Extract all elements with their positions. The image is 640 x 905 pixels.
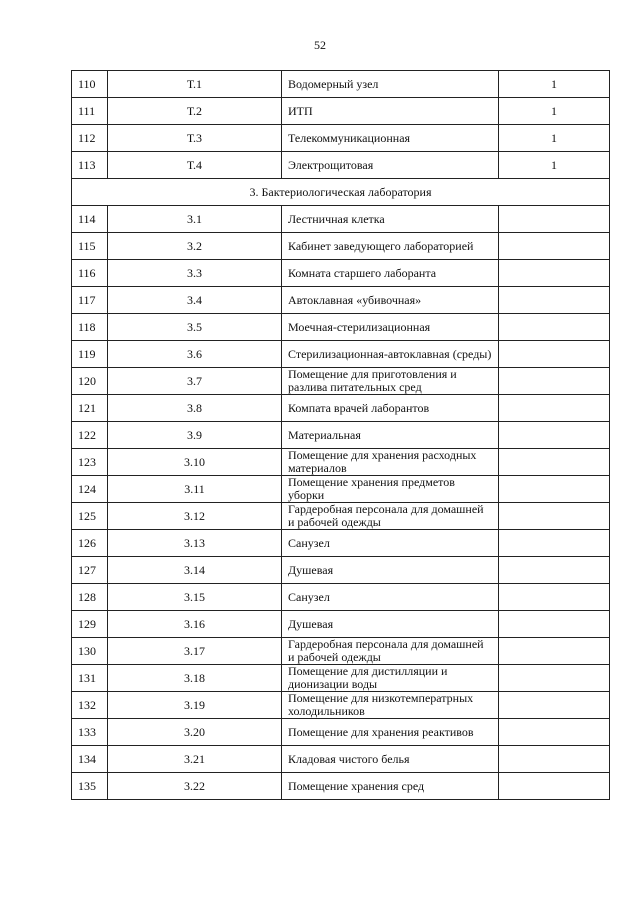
- row-number: 134: [72, 746, 108, 773]
- table-row: [72, 152, 610, 179]
- row-number: 118: [72, 314, 108, 341]
- table-row: [72, 314, 610, 341]
- row-number: 126: [72, 530, 108, 557]
- room-code: 3.22: [108, 773, 282, 800]
- room-name: Помещение хранения сред: [282, 773, 499, 800]
- room-code: 3.10: [108, 449, 282, 476]
- room-quantity: [499, 584, 610, 611]
- room-code: 3.19: [108, 692, 282, 719]
- table-row: [72, 503, 610, 530]
- table-row: [72, 395, 610, 422]
- table-row: [72, 719, 610, 746]
- room-quantity: [499, 314, 610, 341]
- table-row: [72, 368, 610, 395]
- table-row: [72, 125, 610, 152]
- table-row: [72, 638, 610, 665]
- table-row: [72, 611, 610, 638]
- room-code: 3.20: [108, 719, 282, 746]
- room-name: Гардеробная персонала для домашней и рабочей одежды: [282, 503, 499, 530]
- room-name: Компата врачей лаборантов: [282, 395, 499, 422]
- room-name: Кабинет заведующего лабораторией: [282, 233, 499, 260]
- table-row: [72, 71, 610, 98]
- room-quantity: [499, 341, 610, 368]
- row-number: 116: [72, 260, 108, 287]
- table-row: [72, 449, 610, 476]
- room-code: 3.13: [108, 530, 282, 557]
- room-quantity: [499, 260, 610, 287]
- room-code: 3.17: [108, 638, 282, 665]
- room-code: 3.6: [108, 341, 282, 368]
- room-code: 3.1: [108, 206, 282, 233]
- room-quantity: 1: [499, 152, 610, 179]
- room-code: 3.14: [108, 557, 282, 584]
- row-number: 129: [72, 611, 108, 638]
- row-number: 121: [72, 395, 108, 422]
- table-row: [72, 233, 610, 260]
- table-row: [72, 341, 610, 368]
- table-row: [72, 260, 610, 287]
- table-row: [72, 692, 610, 719]
- row-number: 128: [72, 584, 108, 611]
- room-quantity: 1: [499, 125, 610, 152]
- room-quantity: 1: [499, 98, 610, 125]
- table-row: [72, 665, 610, 692]
- row-number: 123: [72, 449, 108, 476]
- room-code: 3.16: [108, 611, 282, 638]
- room-quantity: [499, 287, 610, 314]
- table-row: [72, 476, 610, 503]
- table-row: [72, 584, 610, 611]
- room-quantity: [499, 530, 610, 557]
- room-name: Гардеробная персонала для домашней и рабочей одежды: [282, 638, 499, 665]
- room-quantity: [499, 206, 610, 233]
- row-number: 111: [72, 98, 108, 125]
- room-code: 3.18: [108, 665, 282, 692]
- room-quantity: [499, 368, 610, 395]
- room-name: Стерилизационная-автоклавная (среды): [282, 341, 499, 368]
- room-name: Помещение для низкотемператрных холодильников: [282, 692, 499, 719]
- room-name: Санузел: [282, 530, 499, 557]
- room-code: 3.7: [108, 368, 282, 395]
- table-row: [72, 98, 610, 125]
- row-number: 132: [72, 692, 108, 719]
- room-code: 3.15: [108, 584, 282, 611]
- row-number: 133: [72, 719, 108, 746]
- room-code: Т.3: [108, 125, 282, 152]
- room-name: Электрощитовая: [282, 152, 499, 179]
- room-quantity: [499, 476, 610, 503]
- row-number: 135: [72, 773, 108, 800]
- row-number: 119: [72, 341, 108, 368]
- room-quantity: [499, 665, 610, 692]
- room-code: 3.21: [108, 746, 282, 773]
- room-name: Комната старшего лаборанта: [282, 260, 499, 287]
- section-header-row: [72, 179, 610, 206]
- room-name: Помещение для хранения реактивов: [282, 719, 499, 746]
- rooms-table-body: [72, 71, 610, 800]
- room-name: Материальная: [282, 422, 499, 449]
- room-name: Кладовая чистого белья: [282, 746, 499, 773]
- room-quantity: [499, 638, 610, 665]
- room-quantity: [499, 395, 610, 422]
- row-number: 131: [72, 665, 108, 692]
- table-row: [72, 206, 610, 233]
- section-title: 3. Бактериологическая лаборатория: [72, 179, 610, 206]
- room-quantity: [499, 746, 610, 773]
- room-code: 3.11: [108, 476, 282, 503]
- room-name: Телекоммуникационная: [282, 125, 499, 152]
- room-name: Автоклавная «убивочная»: [282, 287, 499, 314]
- room-name: Моечная-стерилизационная: [282, 314, 499, 341]
- room-quantity: [499, 449, 610, 476]
- room-quantity: [499, 773, 610, 800]
- room-quantity: [499, 422, 610, 449]
- room-quantity: [499, 611, 610, 638]
- room-code: 3.8: [108, 395, 282, 422]
- row-number: 113: [72, 152, 108, 179]
- room-quantity: [499, 233, 610, 260]
- room-quantity: [499, 692, 610, 719]
- row-number: 130: [72, 638, 108, 665]
- table-row: [72, 746, 610, 773]
- row-number: 115: [72, 233, 108, 260]
- room-code: Т.4: [108, 152, 282, 179]
- room-quantity: [499, 719, 610, 746]
- room-code: 3.2: [108, 233, 282, 260]
- row-number: 125: [72, 503, 108, 530]
- row-number: 124: [72, 476, 108, 503]
- row-number: 127: [72, 557, 108, 584]
- page-number: 52: [314, 38, 326, 52]
- row-number: 122: [72, 422, 108, 449]
- row-number: 120: [72, 368, 108, 395]
- room-code: Т.1: [108, 71, 282, 98]
- room-name: Водомерный узел: [282, 71, 499, 98]
- room-quantity: [499, 503, 610, 530]
- room-name: Душевая: [282, 557, 499, 584]
- table-row: [72, 530, 610, 557]
- room-code: 3.3: [108, 260, 282, 287]
- room-name: ИТП: [282, 98, 499, 125]
- table-row: [72, 422, 610, 449]
- room-code: 3.9: [108, 422, 282, 449]
- room-name: Помещение хранения предметов уборки: [282, 476, 499, 503]
- room-name: Лестничная клетка: [282, 206, 499, 233]
- room-name: Помещение для дистилляции и дионизации воды: [282, 665, 499, 692]
- room-name: Помещение для приготовления и разлива питательных сред: [282, 368, 499, 395]
- row-number: 112: [72, 125, 108, 152]
- room-name: Санузел: [282, 584, 499, 611]
- table-row: [72, 287, 610, 314]
- table-row: [72, 773, 610, 800]
- row-number: 110: [72, 71, 108, 98]
- room-name: Помещение для хранения расходных материалов: [282, 449, 499, 476]
- rooms-table: [71, 70, 610, 800]
- room-code: 3.12: [108, 503, 282, 530]
- row-number: 117: [72, 287, 108, 314]
- room-code: 3.5: [108, 314, 282, 341]
- room-quantity: [499, 557, 610, 584]
- room-quantity: 1: [499, 71, 610, 98]
- table-row: [72, 557, 610, 584]
- room-code: Т.2: [108, 98, 282, 125]
- room-code: 3.4: [108, 287, 282, 314]
- row-number: 114: [72, 206, 108, 233]
- room-name: Душевая: [282, 611, 499, 638]
